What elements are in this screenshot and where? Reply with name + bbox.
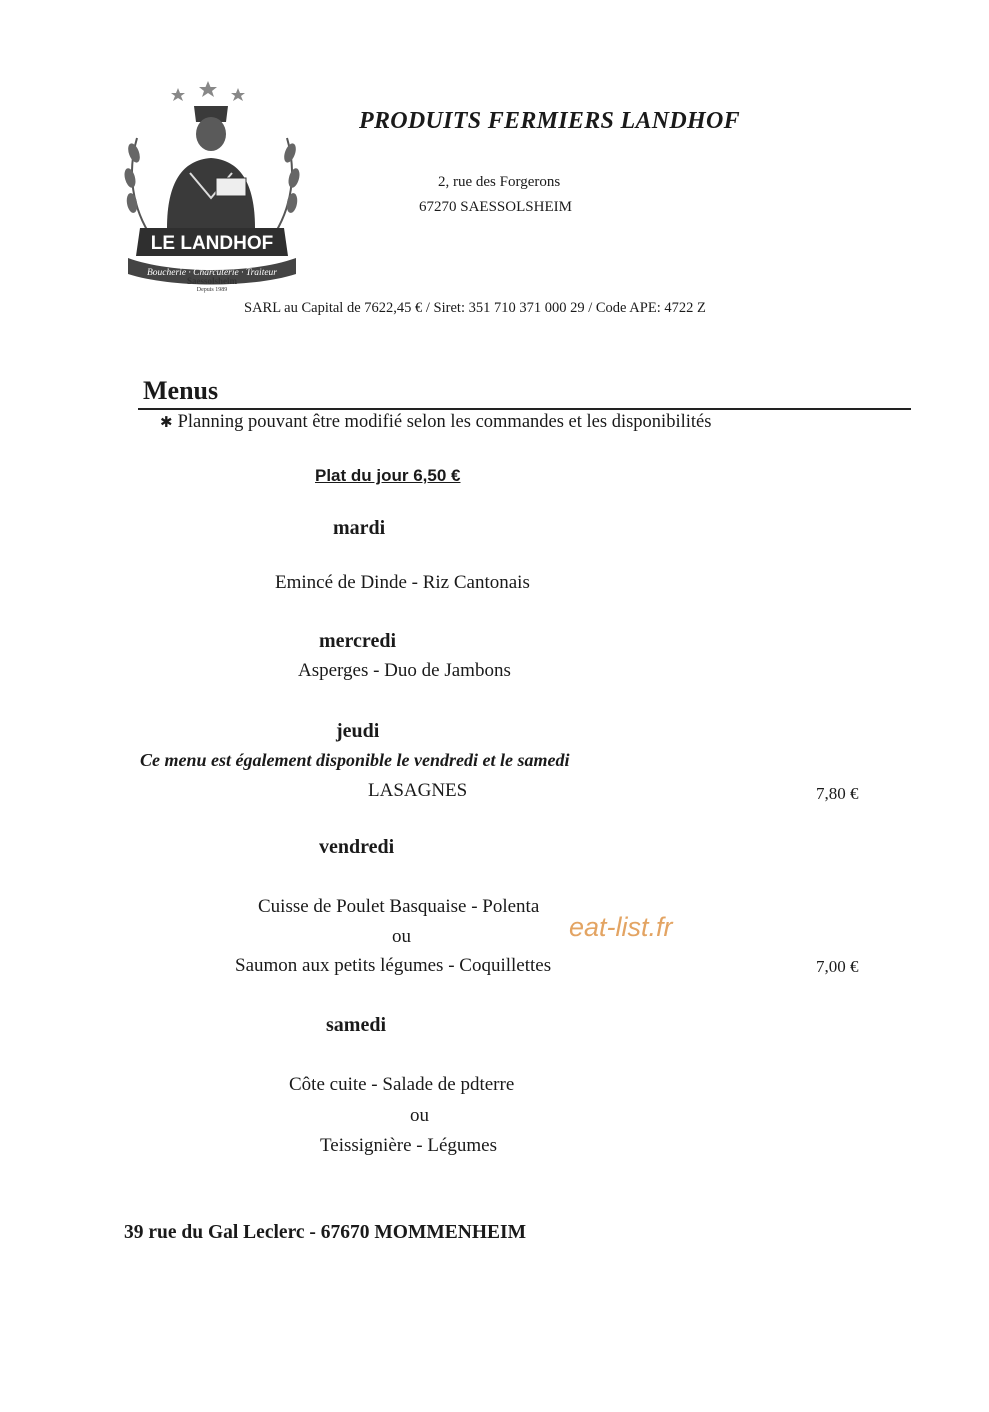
dish-samedi-2: Teissignière - Légumes [320, 1135, 498, 1156]
day-jeudi: jeudi [336, 720, 380, 742]
logo-city: Saessolsheim [186, 276, 238, 286]
or-samedi: ou [410, 1105, 429, 1126]
logo-since: Depuis 1989 [196, 287, 228, 293]
asterisk-icon: ✱ [160, 413, 173, 431]
plat-du-jour-price: Plat du jour 6,50 € [315, 466, 461, 485]
price-vendredi: 7,00 € [816, 957, 859, 976]
dish-vendredi-1: Cuisse de Poulet Basquaise - Polenta [258, 896, 540, 917]
menus-heading: Menus [143, 376, 219, 405]
dish-jeudi: LASAGNES [368, 780, 468, 801]
logo-name: LE LANDHOF [150, 233, 274, 254]
heading-divider [138, 408, 911, 410]
address-street: 2, rue des Forgerons [438, 174, 561, 190]
day-vendredi: vendredi [319, 836, 395, 858]
or-vendredi: ou [392, 926, 411, 947]
dish-vendredi-2: Saumon aux petits légumes - Coquillettes [235, 955, 552, 976]
dish-mercredi: Asperges - Duo de Jambons [298, 660, 511, 681]
landhof-logo [112, 78, 312, 293]
legal-info: SARL au Capital de 7622,45 € / Siret: 351 710 371 000 29 / Code APE: 4722 Z [244, 300, 706, 316]
company-title: PRODUITS FERMIERS LANDHOF [359, 108, 740, 134]
planning-note-text: Planning pouvant être modifié selon les commandes et les disponibilités [177, 412, 712, 432]
dish-samedi-1: Côte cuite - Salade de pdterre [289, 1074, 515, 1095]
price-jeudi: 7,80 € [816, 784, 859, 803]
day-mardi: mardi [333, 517, 386, 539]
address-city: 67270 SAESSOLSHEIM [419, 199, 572, 215]
watermark: eat-list.fr [569, 912, 673, 942]
planning-note [160, 412, 711, 433]
footer-address: 39 rue du Gal Leclerc - 67670 MOMMENHEIM [124, 1222, 527, 1243]
logo-tagline: Boucherie · Charcuterie · Traiteur [147, 268, 277, 278]
day-samedi: samedi [326, 1014, 386, 1036]
jeudi-availability-note: Ce menu est également disponible le vendredi et le samedi [140, 750, 570, 770]
dish-mardi: Emincé de Dinde - Riz Cantonais [275, 572, 530, 593]
day-mercredi: mercredi [319, 630, 397, 652]
